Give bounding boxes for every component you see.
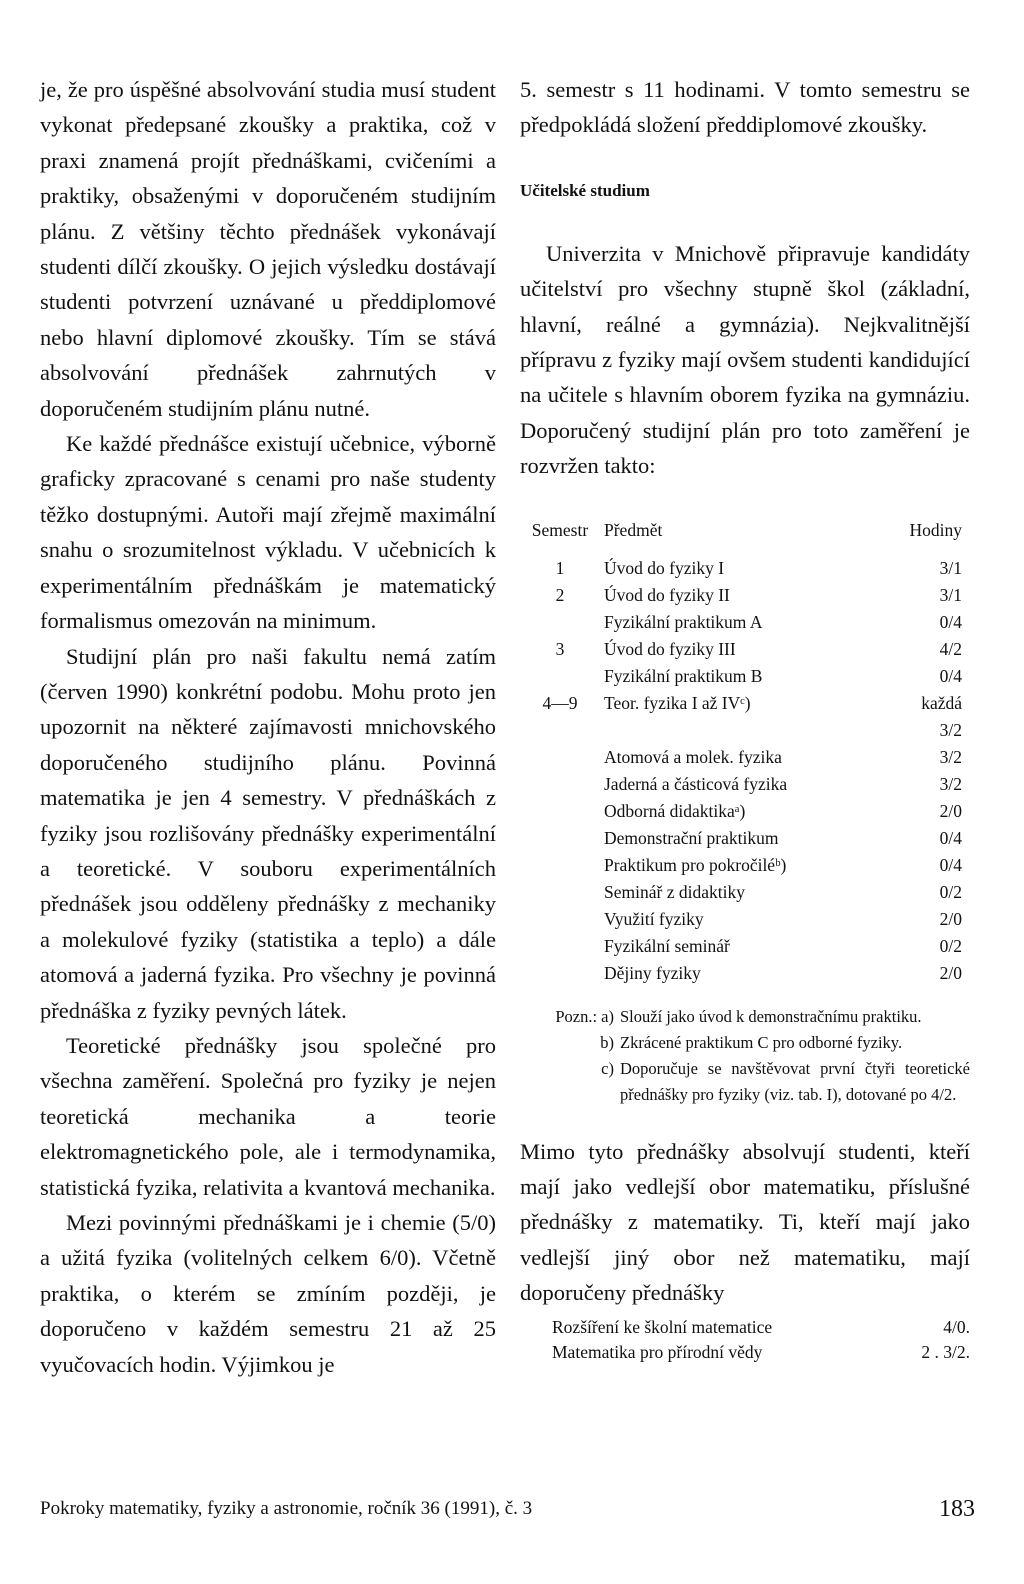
cell-hours: 3/1	[939, 584, 962, 605]
cell-subject	[600, 720, 874, 747]
table-row	[520, 585, 962, 612]
footnote-key: c)	[601, 1058, 614, 1078]
section-paragraph: Univerzita v Mnichově připravuje kandidáty učitelství pro všechny stupně škol (základní, hlavní, reálné a gymnázia). Nejkvalitnější přípravu z fyziky mají ovšem studenti kandidující na učitele s hlavním oborem fyzika na gymnáziu. Doporučený studijní plán pro toto zaměření je rozvržen takto:	[520, 240, 970, 479]
cell-subject: Fyzikální praktikum B	[604, 665, 763, 686]
cell-subject: Teor. fyzika I až IVᶜ)	[604, 692, 751, 713]
table-row	[520, 936, 962, 963]
cell-subject: Využití fyziky	[604, 908, 704, 929]
cell-hours: 0/2	[939, 881, 962, 902]
cell-subject: Fyzikální seminář	[604, 935, 730, 956]
cell-hours: každá	[921, 692, 962, 713]
footnote-c	[520, 1056, 970, 1108]
math-course-row	[520, 1317, 970, 1342]
study-plan-table	[520, 520, 962, 990]
cell-semester	[520, 882, 600, 909]
table-row	[520, 882, 962, 909]
math-course-row	[520, 1342, 970, 1367]
math-course-list	[520, 1317, 970, 1367]
cell-hours: 3/1	[939, 557, 962, 578]
table-row	[520, 639, 962, 666]
table-row	[520, 612, 962, 639]
cell-semester	[520, 828, 600, 855]
table-row	[520, 963, 962, 990]
math-course-name: Matematika pro přírodní vědy	[552, 1341, 763, 1362]
cell-subject: Úvod do fyziky II	[604, 584, 730, 605]
table-row	[520, 747, 962, 774]
body-paragraph: Mezi povinnými přednáškami je i chemie (5/0) a užitá fyzika (volitelných celkem 6/0). Včetně praktika, o kterém se zmíním později, je doporučeno v každém semestru 21 až 25 vyučovacích hodin. Výjimkou je	[40, 1210, 496, 1377]
cell-semester: 2	[555, 584, 565, 605]
cell-semester	[520, 774, 600, 801]
footnote-key: b)	[600, 1032, 614, 1052]
table-row	[520, 720, 962, 747]
footnote-text: Doporučuje se navštěvovat první čtyři teoretické přednášky pro fyziky (viz. tab. I), dotované po 4/2.	[620, 1058, 970, 1104]
cell-subject: Odborná didaktikaᵃ)	[604, 800, 746, 821]
cell-hours: 2/0	[939, 962, 962, 983]
table-header-row	[520, 520, 962, 558]
closing-paragraph: Mimo tyto přednášky absolvují studenti, kteří mají jako vedlejší obor matematiku, příslušné přednášky z matematiky. Ti, kteří mají jako vedlejší jiný obor než matematiku, mají doporučeny přednášky	[520, 1138, 970, 1306]
table-row	[520, 828, 962, 855]
section-heading: Učitelské studium	[520, 180, 650, 200]
cell-subject: Dějiny fyziky	[604, 962, 701, 983]
cell-hours: 2/0	[939, 908, 962, 929]
cell-semester	[520, 747, 600, 774]
footnotes	[520, 1004, 970, 1108]
body-paragraph: je, že pro úspěšné absolvování studia musí student vykonat předepsané zkoušky a praktika, což v praxi znamená projít přednáškami, cvičeními a praktiky, obsaženými v doporučeném studijním plánu. Z většiny těchto přednášek vykonávají studenti dílčí zkoušky. O jejich výsledku dostávají studenti potvrzení uznávané u předdiplomové nebo hlavní diplomové zkoušky. Tím se stává absolvování přednášek zahrnutých v doporučeném studijním plánu nutné.	[40, 77, 496, 421]
header-hours: Hodiny	[909, 519, 962, 540]
table-row	[520, 855, 962, 882]
cell-semester	[520, 855, 600, 882]
math-course-name: Rozšíření ke školní matematice	[552, 1316, 773, 1337]
cell-hours: 0/2	[939, 935, 962, 956]
table-body	[520, 558, 962, 990]
cell-hours: 0/4	[939, 827, 962, 848]
cell-semester	[520, 963, 600, 990]
cell-subject: Úvod do fyziky I	[604, 557, 725, 578]
cell-subject: Úvod do fyziky III	[604, 638, 736, 659]
cell-semester	[520, 936, 600, 963]
table-row	[520, 909, 962, 936]
left-column	[40, 72, 496, 1382]
header-semester: Semestr	[531, 519, 589, 540]
table-row	[520, 558, 962, 585]
body-paragraph: Ke každé přednášce existují učebnice, výborně graficky zpracované s cenami pro naše studenty těžko dostupnými. Autoři mají zřejmě maximální snahu o srozumitelnost výkladu. V učebnicích k experimentálním přednáškám je matematický formalismus omezován na minimum.	[40, 431, 496, 634]
cell-semester	[520, 801, 600, 828]
right-column	[520, 72, 970, 1367]
cell-hours: 0/4	[939, 854, 962, 875]
cell-subject: Praktikum pro pokročiléᵇ)	[604, 854, 787, 875]
footnote-b	[520, 1030, 970, 1056]
cell-semester: 4—9	[542, 692, 578, 713]
page-number: 183	[939, 1496, 975, 1522]
table-row	[520, 801, 962, 828]
math-course-hours: 2 . 3/2.	[921, 1341, 970, 1362]
table-row	[520, 774, 962, 801]
body-paragraph: Studijní plán pro naši fakultu nemá zatím (červen 1990) konkrétní podobu. Mohu proto jen upozornit na některé zajímavosti mnichovského doporučeného studijního plánu. Povinná matematika je jen 4 semestry. V přednáškách z fyziky jsou rozlišovány přednášky experimentální a teoretické. V souboru experimentálních přednášek jsou odděleny přednášky z mechaniky a molekulové fyziky (statistika a teplo) a dále atomová a jaderná fyzika. Pro všechny je povinná přednáška z fyziky pevných látek.	[40, 643, 496, 1023]
footnote-a	[520, 1004, 970, 1030]
table-row	[520, 666, 962, 693]
cell-hours: 3/2	[939, 719, 962, 740]
intro-paragraph: 5. semestr s 11 hodinami. V tomto semestru se předpokládá složení předdiplomové zkoušky.	[520, 77, 970, 138]
cell-subject: Jaderná a částicová fyzika	[604, 773, 788, 794]
cell-hours: 2/0	[939, 800, 962, 821]
body-paragraph: Teoretické přednášky jsou společné pro všechna zaměření. Společná pro fyziky je nejen teoretická mechanika a teorie elektromagnetického pole, ale i termodynamika, statistická fyzika, relativita a kvantová mechanika.	[40, 1032, 496, 1200]
cell-subject: Atomová a molek. fyzika	[604, 746, 782, 767]
cell-subject: Seminář z didaktiky	[604, 881, 745, 902]
footnote-text: Slouží jako úvod k demonstračnímu praktiku.	[620, 1006, 922, 1026]
cell-semester	[520, 666, 600, 693]
math-course-hours: 4/0.	[943, 1316, 970, 1337]
journal-citation: Pokroky matematiky, fyziky a astronomie, ročník 36 (1991), č. 3	[40, 1498, 533, 1519]
cell-hours: 3/2	[939, 773, 962, 794]
header-subject: Předmět	[604, 519, 663, 540]
cell-subject: Demonstrační praktikum	[604, 827, 779, 848]
cell-hours: 3/2	[939, 746, 962, 767]
table-row	[520, 693, 962, 720]
cell-semester	[520, 909, 600, 936]
cell-subject: Fyzikální praktikum A	[604, 611, 763, 632]
footnote-text: Zkrácené praktikum C pro odborné fyziky.	[620, 1032, 903, 1052]
cell-hours: 4/2	[939, 638, 962, 659]
cell-hours: 0/4	[939, 665, 962, 686]
footnote-key: Pozn.: a)	[555, 1006, 614, 1026]
cell-hours: 0/4	[939, 611, 962, 632]
page-footer	[40, 1498, 975, 1520]
cell-semester	[520, 612, 600, 639]
cell-semester: 3	[555, 638, 565, 659]
cell-semester	[520, 720, 600, 747]
cell-semester: 1	[555, 557, 565, 578]
